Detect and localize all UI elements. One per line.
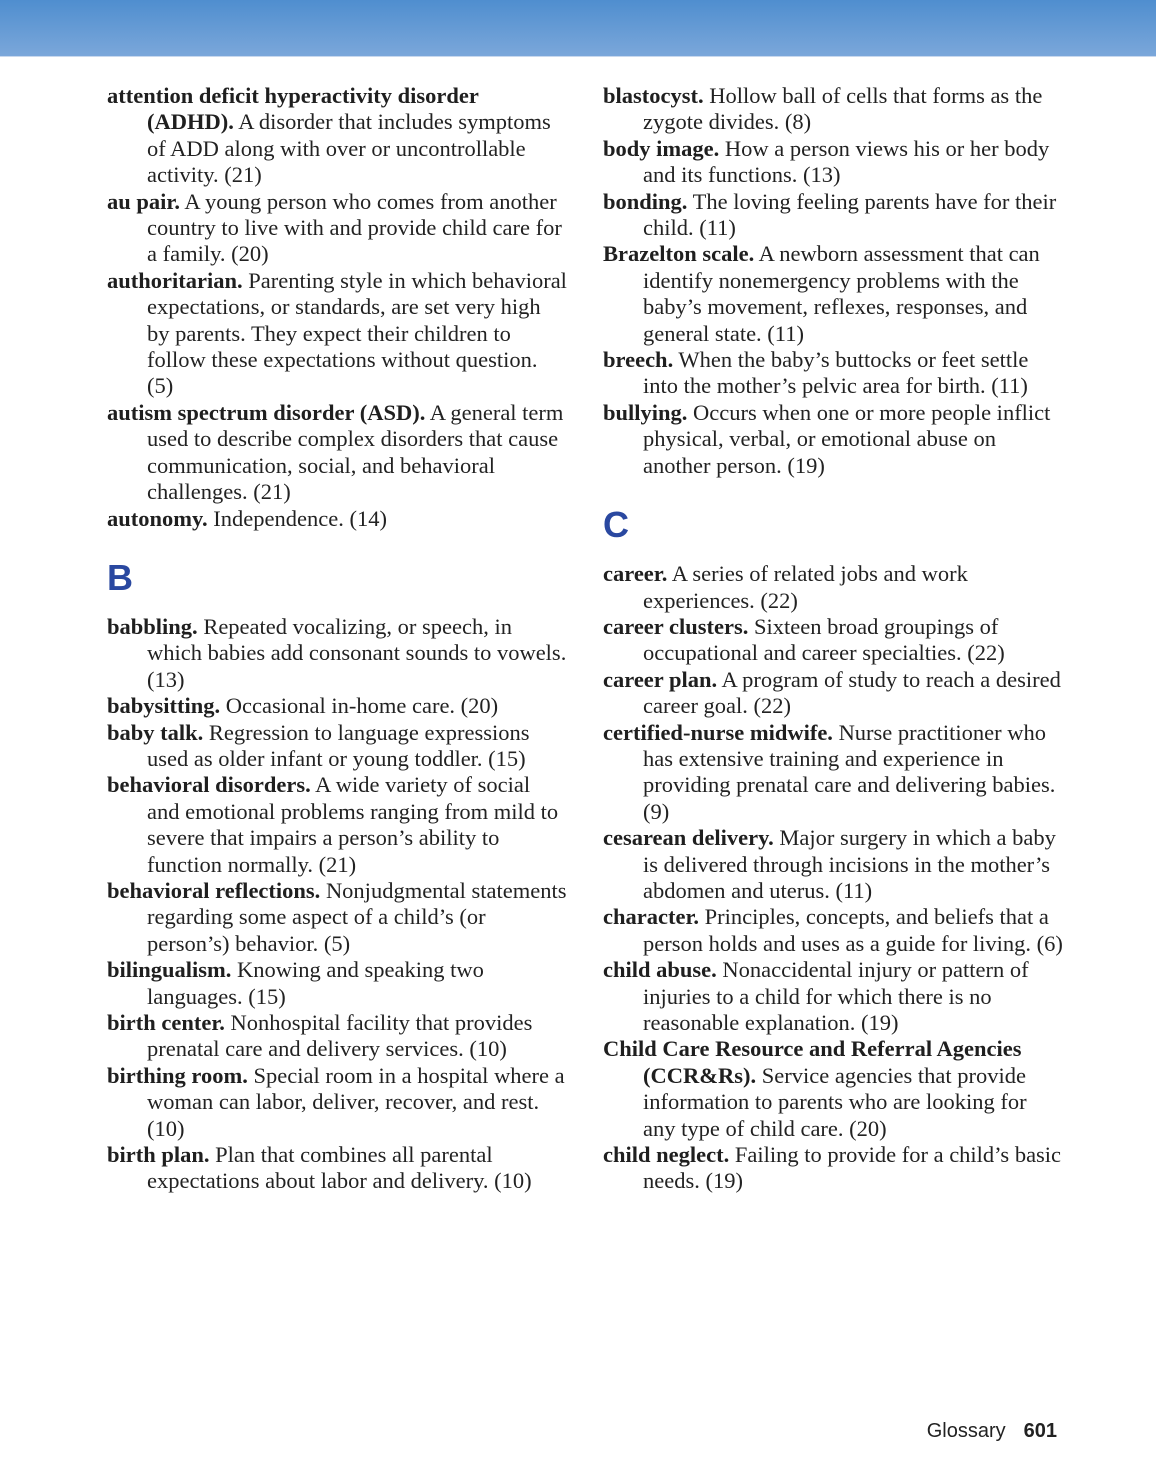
glossary-definition: Nonjudgmental statements regarding some aspect of a child’s (or person’s) behavior. (5) bbox=[147, 877, 567, 956]
glossary-entry bbox=[603, 189, 1063, 242]
glossary-list bbox=[603, 561, 1063, 1195]
glossary-entry bbox=[107, 506, 567, 532]
glossary-entry bbox=[603, 720, 1063, 826]
glossary-entry bbox=[107, 268, 567, 400]
glossary-term: child neglect. bbox=[603, 1142, 730, 1168]
glossary-definition: Failing to provide for a child’s basic needs. (19) bbox=[643, 1142, 1062, 1194]
glossary-term: birth center. bbox=[107, 1010, 225, 1035]
page-number: 601 bbox=[1023, 1420, 1057, 1442]
glossary-term: bonding. bbox=[603, 188, 688, 214]
glossary-definition: Regression to language expressions used as older infant or young toddler. (15) bbox=[147, 719, 530, 771]
glossary-definition: When the baby’s buttocks or feet settle into the mother’s pelvic area for birth. (11) bbox=[643, 347, 1029, 399]
glossary-term: career clusters. bbox=[603, 613, 749, 639]
glossary-entry bbox=[603, 83, 1063, 136]
glossary-definition: Principles, concepts, and beliefs that a person holds and uses as a guide for living. (6) bbox=[643, 904, 1063, 956]
glossary-definition: Plan that combines all parental expectations about labor and delivery. (10) bbox=[147, 1142, 532, 1194]
glossary-term: blastocyst. bbox=[603, 83, 704, 108]
glossary-term: character. bbox=[603, 904, 699, 930]
glossary-entry bbox=[603, 136, 1063, 189]
glossary-list bbox=[107, 83, 567, 532]
header-band bbox=[0, 0, 1156, 57]
glossary-definition: A series of related jobs and work experiences. (22) bbox=[643, 561, 968, 613]
footer-section: Glossary bbox=[926, 1420, 1006, 1442]
glossary-entry bbox=[603, 561, 1063, 614]
glossary-term: breech. bbox=[603, 347, 674, 373]
glossary-definition: A disorder that includes symptoms of ADD along with over or uncontrollable activity. (21) bbox=[147, 109, 551, 188]
glossary-entry bbox=[603, 957, 1063, 1036]
glossary-term: baby talk. bbox=[107, 719, 204, 745]
glossary-term: babysitting. bbox=[107, 693, 221, 719]
glossary-definition: Sixteen broad groupings of occupational and career specialties. (22) bbox=[643, 613, 1005, 666]
glossary-term: autism spectrum disorder (ASD). bbox=[107, 399, 426, 425]
glossary-term: authoritarian. bbox=[107, 267, 243, 293]
glossary-term: au pair. bbox=[107, 188, 180, 214]
glossary-definition: A young person who comes from another country to live with and provide child care for a family. (20) bbox=[147, 188, 562, 267]
right-column bbox=[603, 83, 1063, 1195]
glossary-entry bbox=[107, 400, 567, 506]
glossary-definition: Major surgery in which a baby is delivered through incisions in the mother’s abdomen and uterus. (11) bbox=[643, 825, 1056, 903]
section-heading-c: C bbox=[603, 504, 629, 546]
glossary-entry bbox=[603, 825, 1063, 904]
glossary-entry bbox=[107, 720, 567, 773]
glossary-entry bbox=[107, 1142, 567, 1195]
glossary-definition: A wide variety of social and emotional problems ranging from mild to severe that impairs a person’s ability to function normally. (21) bbox=[147, 772, 559, 877]
glossary-term: birthing room. bbox=[107, 1062, 248, 1088]
glossary-entry bbox=[107, 189, 567, 268]
glossary-entry bbox=[603, 614, 1063, 667]
glossary-definition: Service agencies that provide information to parents who are looking for any type of child care. (20) bbox=[643, 1062, 1027, 1141]
glossary-definition: Knowing and speaking two languages. (15) bbox=[147, 957, 484, 1009]
glossary-definition: Nonaccidental injury or pattern of injuries to a child for which there is no reasonable explanation. (19) bbox=[643, 957, 1029, 1035]
left-column bbox=[107, 83, 567, 1195]
glossary-definition: Repeated vocalizing, or speech, in which babies add consonant sounds to vowels. (13) bbox=[147, 613, 567, 692]
glossary-term: bullying. bbox=[603, 399, 688, 425]
glossary-definition: Nonhospital facility that provides prenatal care and delivery services. (10) bbox=[147, 1010, 533, 1062]
glossary-entry bbox=[107, 693, 567, 719]
glossary-term: child abuse. bbox=[603, 957, 717, 983]
glossary-definition: A program of study to reach a desired career goal. (22) bbox=[643, 666, 1061, 719]
glossary-term: career plan. bbox=[603, 666, 718, 692]
glossary-term: behavioral disorders. bbox=[107, 772, 311, 798]
glossary-entry bbox=[603, 904, 1063, 957]
glossary-entry bbox=[107, 83, 567, 189]
glossary-definition: Nurse practitioner who has extensive training and experience in providing prenatal care and delivering babies. (9) bbox=[643, 719, 1056, 824]
glossary-entry bbox=[107, 772, 567, 878]
glossary-list bbox=[107, 614, 567, 1195]
glossary-entry bbox=[603, 241, 1063, 347]
glossary-term: birth plan. bbox=[107, 1142, 210, 1168]
glossary-entry bbox=[603, 1036, 1063, 1142]
glossary-definition: Hollow ball of cells that forms as the zygote divides. (8) bbox=[643, 83, 1043, 135]
glossary-definition: The loving feeling parents have for their child. (11) bbox=[643, 188, 1057, 241]
glossary-term: attention deficit hyperactivity disorder (ADHD). bbox=[107, 83, 479, 135]
glossary-term: Brazelton scale. bbox=[603, 241, 755, 267]
glossary-entry bbox=[107, 1010, 567, 1063]
glossary-entry bbox=[107, 1063, 567, 1142]
glossary-term: career. bbox=[603, 561, 668, 587]
glossary-term: bilingualism. bbox=[107, 957, 232, 983]
glossary-entry bbox=[603, 667, 1063, 720]
glossary-definition: How a person views his or her body and its functions. (13) bbox=[643, 135, 1050, 188]
glossary-term: certified-nurse midwife. bbox=[603, 719, 833, 745]
glossary-entry bbox=[107, 957, 567, 1010]
glossary-definition: Occasional in-home care. (20) bbox=[225, 693, 499, 719]
glossary-term: Child Care Resource and Referral Agencies (CCR&Rs). bbox=[603, 1036, 1022, 1088]
glossary-term: body image. bbox=[603, 135, 720, 161]
glossary-term: behavioral reflections. bbox=[107, 877, 321, 903]
glossary-list bbox=[603, 83, 1063, 479]
page-footer bbox=[927, 1420, 1057, 1443]
glossary-definition: Occurs when one or more people inflict physical, verbal, or emotional abuse on another person. (19) bbox=[643, 399, 1051, 478]
glossary-definition: A newborn assessment that can identify nonemergency problems with the baby’s movement, reflexes, responses, and general state. (11) bbox=[643, 241, 1040, 346]
glossary-entry bbox=[107, 878, 567, 957]
glossary-definition: Special room in a hospital where a woman can labor, deliver, recover, and rest. (10) bbox=[147, 1062, 565, 1141]
glossary-entry bbox=[107, 614, 567, 693]
section-heading-b: B bbox=[107, 556, 133, 598]
glossary-entry bbox=[603, 1142, 1063, 1195]
glossary-entry bbox=[603, 400, 1063, 479]
glossary-definition: Independence. (14) bbox=[213, 505, 387, 531]
glossary-definition: Parenting style in which behavioral expectations, or standards, are set very high by parents. They expect their children to follow these expectations without question. (5) bbox=[147, 267, 567, 399]
glossary-term: babbling. bbox=[107, 613, 198, 639]
glossary-term: cesarean delivery. bbox=[603, 825, 774, 851]
glossary-definition: A general term used to describe complex disorders that cause communication, social, and behavioral challenges. (21) bbox=[147, 399, 564, 505]
glossary-term: autonomy. bbox=[107, 505, 208, 531]
glossary-entry bbox=[603, 347, 1063, 400]
